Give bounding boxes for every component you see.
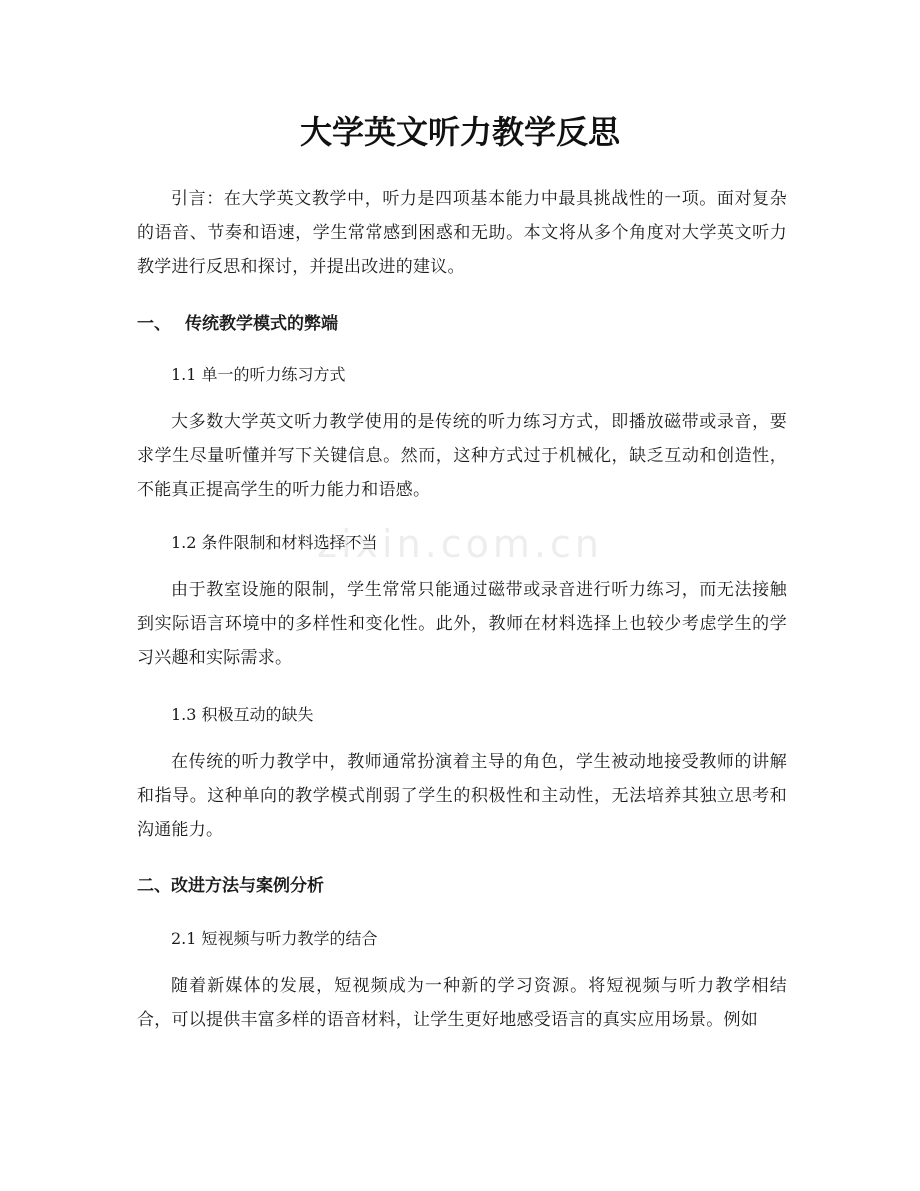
subsection-heading-1-3: 1.3 积极互动的缺失 (171, 705, 314, 724)
document-title: 大学英文听力教学反思 (299, 113, 620, 151)
section-heading-1 (137, 309, 338, 339)
section-heading-2 (137, 871, 324, 901)
subsection-body-2-1: 随着新媒体的发展，短视频成为一种新的学习资源。将短视频与听力教学相结合，可以提供丰富多样的语音材料，让学生更好地感受语言的真实应用场景。例如 (137, 976, 787, 1030)
subsection-body-1-3: 在传统的听力教学中，教师通常扮演着主导的角色，学生被动地接受教师的讲解和指导。这种单向的教学模式削弱了学生的积极性和主动性，无法培养其独立思考和沟通能力。 (137, 752, 787, 840)
section-number-2: 二、 (137, 876, 171, 896)
subsection-heading-2-1: 2.1 短视频与听力教学的结合 (171, 929, 378, 948)
subsection-heading-1-2: 1.2 条件限制和材料选择不当 (171, 533, 378, 552)
subsection-heading-1-1: 1.1 单一的听力练习方式 (171, 365, 346, 384)
section-title-2: 改进方法与案例分析 (171, 876, 324, 896)
watermark: zixin.com.cn (317, 522, 603, 566)
subsection-body-1-2: 由于教室设施的限制，学生常常只能通过磁带或录音进行听力练习，而无法接触到实际语言环境中的多样性和变化性。此外，教师在材料选择上也较少考虑学生的学习兴趣和实际需求。 (137, 580, 787, 668)
subsection-body-1-1: 大多数大学英文听力教学使用的是传统的听力练习方式，即播放磁带或录音，要求学生尽量听懂并写下关键信息。然而，这种方式过于机械化，缺乏互动和创造性，不能真正提高学生的听力能力和语感。 (137, 412, 787, 500)
intro-paragraph: 引言：在大学英文教学中，听力是四项基本能力中最具挑战性的一项。面对复杂的语音、节奏和语速，学生常常感到困惑和无助。本文将从多个角度对大学英文听力教学进行反思和探讨，并提出改进的建议。 (137, 189, 787, 277)
section-number-1: 一、 (137, 314, 171, 334)
section-title-1: 传统教学模式的弊端 (185, 314, 338, 334)
